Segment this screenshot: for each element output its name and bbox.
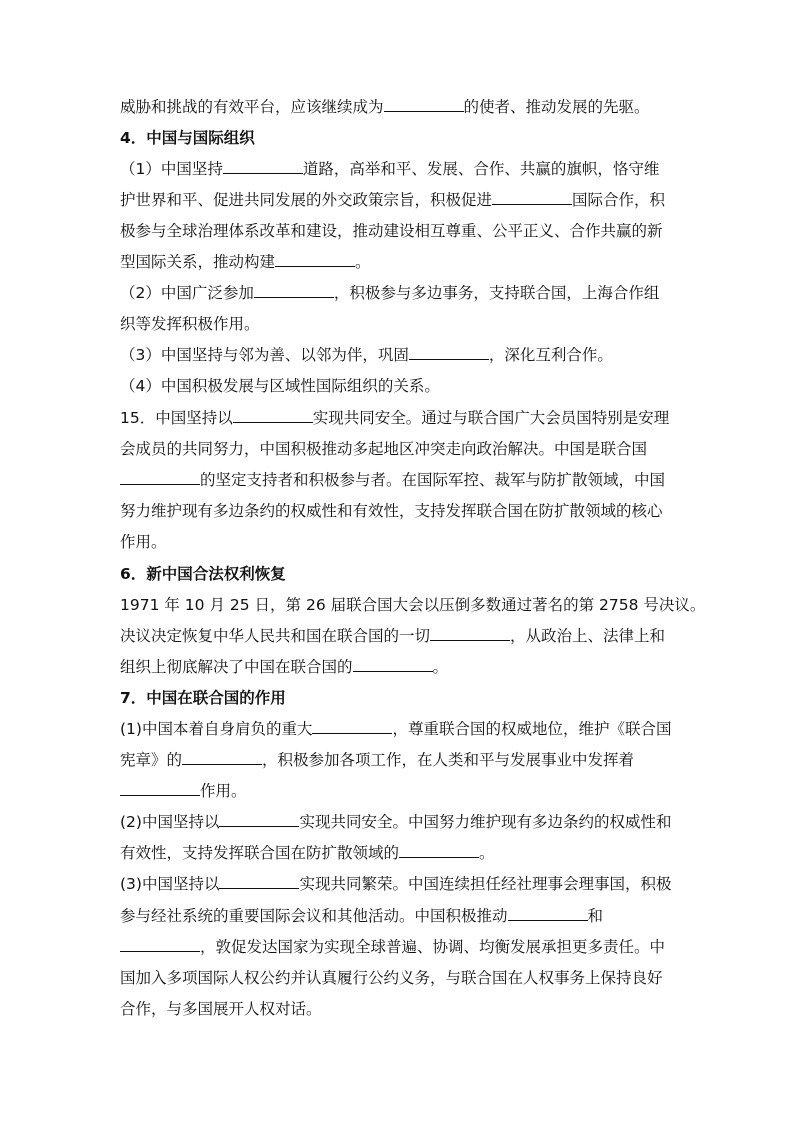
text: 护世界和平、促进共同发展的外交政策宗旨，积极促进: [120, 191, 493, 209]
text: ，积极参与多边事务，支持联合国，上海合作组: [333, 284, 660, 302]
fill-blank[interactable]: [275, 252, 355, 267]
text: 型国际关系，推动构建: [120, 253, 276, 271]
text-line: [120, 501, 663, 521]
text: 的坚定支持者和积极参与者。在国际军控、裁军与防扩散领域，中国: [200, 471, 666, 489]
heading-text: 7．中国在联合国的作用: [120, 689, 286, 707]
text-line: [120, 159, 659, 179]
fill-blank[interactable]: [508, 906, 588, 921]
fill-blank[interactable]: [254, 283, 334, 298]
text-line: [120, 906, 603, 926]
heading-text: 6．新中国合法权利恢复: [120, 565, 286, 583]
text-line: [120, 750, 634, 770]
text-line: [120, 719, 671, 739]
fill-blank[interactable]: [182, 750, 262, 765]
text-line: [120, 937, 665, 957]
text: ，从政治上、法律上和: [510, 627, 666, 645]
section-heading: [120, 688, 286, 708]
text: (2)中国坚持以: [120, 813, 220, 831]
fill-blank[interactable]: [223, 159, 303, 174]
text-line: [120, 626, 665, 646]
text: 组织上彻底解决了中国在联合国的: [120, 658, 353, 676]
text-line: [120, 376, 440, 396]
text: 和: [587, 907, 604, 925]
text: 15．中国坚持以: [120, 409, 233, 427]
text: 道路，高举和平、发展、合作、共赢的旗帜，恪守维: [302, 160, 660, 178]
fill-blank[interactable]: [353, 657, 433, 672]
text: 实现共同安全。中国努力维护现有多边条约的权威性和: [299, 813, 672, 831]
text-line: [120, 97, 650, 117]
text: 作用。: [200, 782, 247, 800]
text: （1）中国坚持: [120, 160, 223, 178]
text-line: [120, 595, 705, 615]
text: 1971 年 10 月 25 日，第 26 届联合国大会以压倒多数通过著名的第 2758 号决议。: [120, 596, 706, 614]
text: ，深化互利合作。: [488, 346, 613, 364]
fill-blank[interactable]: [492, 190, 572, 205]
section-heading: [120, 128, 255, 148]
text-line: [120, 314, 260, 334]
fill-blank[interactable]: [120, 470, 200, 485]
fill-blank[interactable]: [219, 874, 299, 889]
text: 。: [432, 658, 449, 676]
text: 。: [355, 253, 371, 271]
text: 国加入多项国际人权公约并认真履行公约义务，与联合国在人权事务上保持良好: [120, 969, 663, 987]
fill-blank[interactable]: [409, 345, 489, 360]
heading-text: 4．中国与国际组织: [120, 129, 255, 147]
text: 有效性，支持发挥联合国在防扩散领域的: [120, 844, 400, 862]
text: 的使者、推动发展的先驱。: [463, 98, 650, 116]
text: (1)中国本着自身肩负的重大: [120, 720, 313, 738]
text: 实现共同繁荣。中国连续担任经社理事会理事国，积极: [299, 875, 672, 893]
text: ，尊重联合国的权威地位，维护《联合国: [392, 720, 672, 738]
fill-blank[interactable]: [219, 812, 299, 827]
text: 织等发挥积极作用。: [120, 315, 260, 333]
text: 。: [479, 844, 495, 862]
text-line: [120, 532, 167, 552]
text: 作用。: [120, 533, 167, 551]
text-line: [120, 408, 669, 428]
fill-blank[interactable]: [233, 408, 313, 423]
text: ，敦促发达国家为实现全球普遍、协调、均衡发展承担更多责任。中: [200, 938, 666, 956]
text: 合作，与多国展开人权对话。: [120, 1000, 322, 1018]
text-line: [120, 283, 659, 303]
text: （3）中国坚持与邻为善、以邻为伴，巩固: [120, 346, 409, 364]
text: 努力维护现有多边条约的权威性和有效性，支持发挥联合国在防扩散领域的核心: [120, 502, 663, 520]
text: 极参与全球治理体系改革和建设，推动建设相互尊重、公平正义、合作共赢的新: [120, 222, 663, 240]
text-line: [120, 657, 448, 677]
fill-blank[interactable]: [399, 843, 479, 858]
text-line: [120, 221, 663, 241]
text-line: [120, 843, 495, 863]
text: 会成员的共同努力，中国积极推动多起地区冲突走向政治解决。中国是联合国: [120, 440, 648, 458]
text: 决议决定恢复中华人民共和国在联合国的一切: [120, 627, 431, 645]
text-line: [120, 252, 371, 272]
text: （4）中国积极发展与区域性国际组织的关系。: [120, 377, 440, 395]
text-line: [120, 812, 671, 832]
text-line: [120, 781, 247, 801]
fill-blank[interactable]: [312, 719, 392, 734]
text: 国际合作，积: [572, 191, 666, 209]
text: 宪章》的: [120, 751, 183, 769]
text-line: [120, 874, 671, 894]
text: 威胁和挑战的有效平台，应该继续成为: [120, 98, 384, 116]
text-line: [120, 439, 647, 459]
text: （2）中国广泛参加: [120, 284, 254, 302]
fill-blank[interactable]: [120, 937, 200, 952]
text-line: [120, 999, 322, 1019]
text: ，积极参加各项工作，在人类和平与发展事业中发挥着: [262, 751, 635, 769]
fill-blank[interactable]: [120, 781, 200, 796]
text: (3)中国坚持以: [120, 875, 220, 893]
fill-blank[interactable]: [430, 626, 510, 641]
text: 参与经社系统的重要国际会议和其他活动。中国积极推动: [120, 907, 508, 925]
text-line: [120, 345, 613, 365]
text-line: [120, 968, 663, 988]
text-line: [120, 190, 665, 210]
fill-blank[interactable]: [384, 97, 464, 112]
text-line: [120, 470, 665, 490]
section-heading: [120, 564, 286, 584]
text: 实现共同安全。通过与联合国广大会员国特别是安理: [312, 409, 670, 427]
